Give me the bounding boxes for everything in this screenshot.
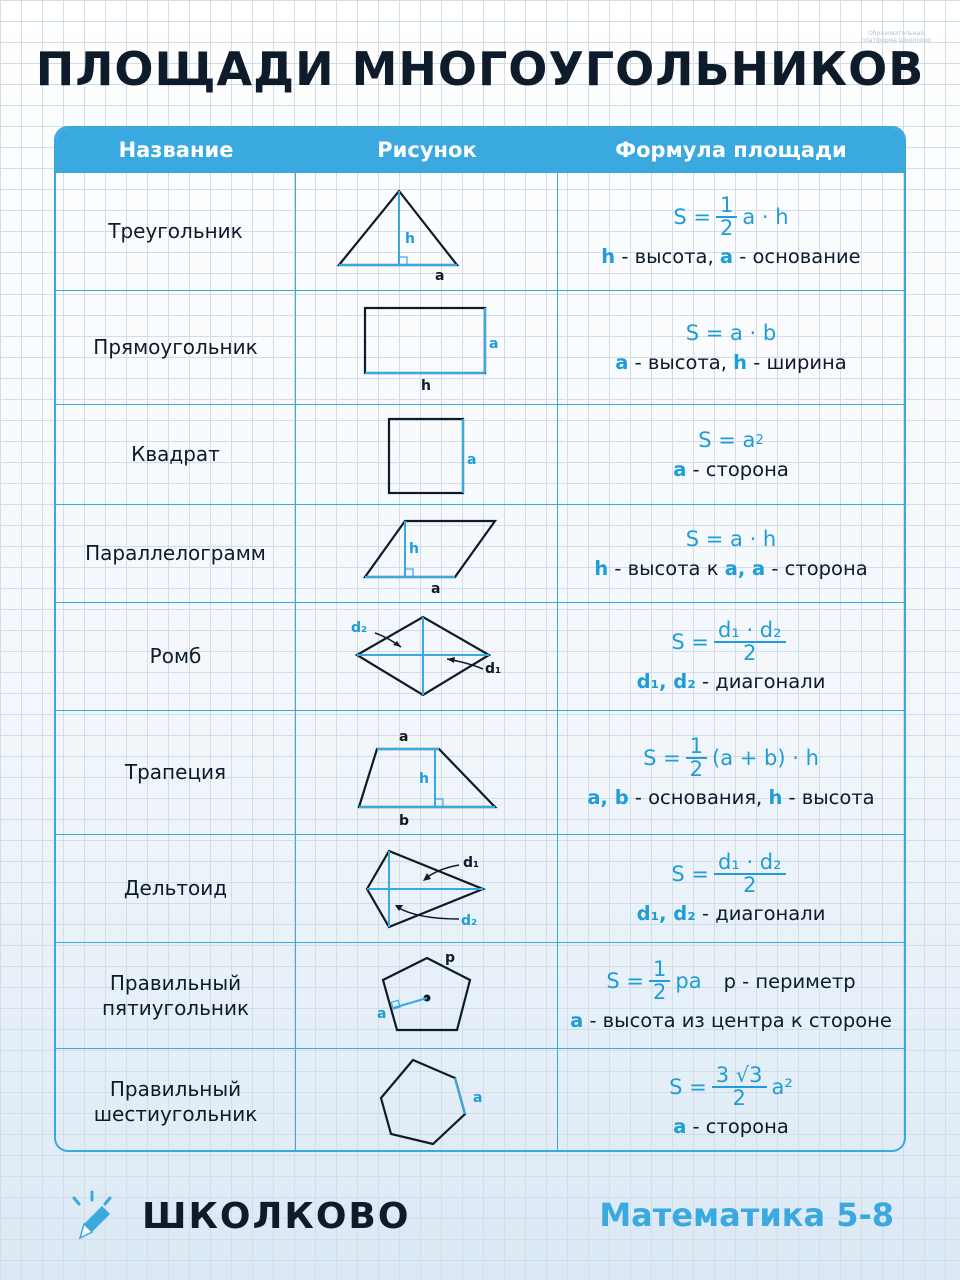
label-a: a (430, 580, 440, 597)
desc-variable: a (719, 245, 734, 268)
desc-text: - высота к (608, 557, 725, 580)
desc-pentagon (570, 1009, 892, 1032)
watermark: Образовательная платформа Школково (861, 30, 931, 44)
label-a: a (376, 1005, 386, 1022)
desc-variable: h (594, 557, 609, 580)
desc-deltoid (637, 902, 826, 925)
trapezoid-figure (327, 715, 527, 831)
desc-text: - сторона (686, 1115, 789, 1138)
label-h: h (404, 230, 415, 247)
formula-cell-pentagon (558, 943, 904, 1048)
desc-variable: d₁, d₂ (636, 670, 696, 693)
desc-text: - основания, (628, 786, 769, 809)
brand-logo (66, 1190, 410, 1242)
desc-rhombus (637, 670, 826, 693)
hexagon-figure (327, 1052, 527, 1152)
label-d2: d₂ (460, 912, 477, 929)
row-rectangle (56, 290, 904, 404)
label-a: a (472, 1089, 482, 1106)
desc-triangle (601, 245, 860, 268)
desc-variable: a, a (724, 557, 766, 580)
desc-variable: a (615, 351, 629, 374)
label-h: h (408, 540, 419, 557)
name-triangle: Треугольник (56, 173, 296, 290)
brand-name: ШКОЛКОВО (142, 1195, 411, 1237)
label-a: a (434, 267, 444, 284)
formula-rhombus: S = $\frac{\text{d₁ · d₂}}{2}$ (671, 620, 790, 664)
row-square (56, 404, 904, 504)
header-name: Название (118, 138, 234, 162)
subject-label: Математика 5-8 (599, 1196, 894, 1234)
desc-variable: a (673, 458, 687, 481)
name-hexagon: Правильный шестиугольник (56, 1049, 296, 1152)
header-formula: Формула площади (615, 138, 847, 162)
triangle-figure (327, 177, 527, 287)
figure-trapezoid (296, 711, 558, 834)
row-hexagon (56, 1048, 904, 1152)
square-figure (327, 409, 527, 501)
label-d1: d₁ (484, 660, 501, 677)
row-trapezoid (56, 710, 904, 834)
desc-text: - сторона (686, 458, 789, 481)
formula-parallelogram: S = a · h (685, 527, 777, 551)
desc-text: - диагонали (695, 670, 826, 693)
row-parallelogram (56, 504, 904, 602)
pentagon-figure (327, 946, 527, 1046)
label-h: h (418, 770, 429, 787)
rectangle-figure (327, 298, 527, 398)
formula-cell-trapezoid (558, 711, 904, 834)
figure-parallelogram (296, 505, 558, 602)
table-header (56, 128, 904, 172)
desc-text: - высота, (628, 351, 734, 374)
formula-trapezoid: S = $\frac{1}{2}$ (a + b) · h (643, 734, 819, 781)
figure-triangle (296, 173, 558, 290)
formula-cell-square (558, 405, 904, 504)
deltoid-figure (327, 839, 527, 939)
formula-rectangle: S = a · b (685, 321, 777, 345)
label-p: p (444, 949, 455, 966)
desc-variable: h (733, 351, 748, 374)
formula-cell-rectangle (558, 291, 904, 404)
parallelogram-figure (327, 509, 527, 599)
desc-text: - высота, (615, 245, 720, 268)
formula-cell-triangle (558, 173, 904, 290)
header-picture: Рисунок (377, 138, 477, 162)
name-rectangle: Прямоугольник (56, 291, 296, 404)
formula-cell-rhombus (558, 603, 904, 710)
name-pentagon: Правильный пятиугольник (56, 943, 296, 1048)
label-a: a (398, 728, 408, 745)
name-rhombus: Ромб (56, 603, 296, 710)
label-d1: d₁ (462, 854, 479, 871)
desc-text: - основание (733, 245, 861, 268)
desc-text: - диагонали (695, 902, 826, 925)
rhombus-figure (327, 607, 527, 707)
formula-triangle: S = $\frac{1}{2}$ a · h (673, 193, 789, 240)
figure-pentagon (296, 943, 558, 1048)
perimeter-note: p - периметр (723, 969, 856, 993)
label-d2: d₂ (350, 619, 367, 636)
desc-text: - ширина (747, 351, 847, 374)
desc-hexagon (673, 1115, 789, 1138)
desc-text: - высота (782, 786, 875, 809)
desc-rectangle (615, 351, 846, 374)
figure-rhombus (296, 603, 558, 710)
figure-rectangle (296, 291, 558, 404)
formula-cell-parallelogram (558, 505, 904, 602)
name-parallelogram: Параллелограмм (56, 505, 296, 602)
pencil-icon (66, 1190, 118, 1242)
row-triangle (56, 172, 904, 290)
formula-hexagon: S = $\frac{3 √3}{2}$ a² (669, 1063, 793, 1110)
formula-table (54, 126, 906, 1152)
row-deltoid (56, 834, 904, 942)
desc-trapezoid (587, 786, 874, 809)
formula-square: S = a 2 (698, 428, 764, 452)
desc-text: - высота из центра к стороне (583, 1009, 892, 1032)
desc-variable: a (570, 1009, 584, 1032)
page-title: ПЛОЩАДИ МНОГОУГОЛЬНИКОВ (35, 42, 925, 96)
formula-deltoid: S = $\frac{\text{d₁ · d₂}}{2}$ (671, 852, 790, 896)
row-pentagon (56, 942, 904, 1048)
figure-hexagon (296, 1049, 558, 1152)
desc-variable: h (601, 245, 616, 268)
label-a: a (488, 335, 498, 352)
name-square: Квадрат (56, 405, 296, 504)
row-rhombus (56, 602, 904, 710)
formula-cell-hexagon (558, 1049, 904, 1152)
name-deltoid: Дельтоид (56, 835, 296, 942)
desc-text: - сторона (765, 557, 868, 580)
desc-variable: a, b (587, 786, 629, 809)
label-a: a (466, 451, 476, 468)
formula-pentagon: S = $\frac{1}{2}$ pa p - периметр (606, 957, 856, 1004)
label-b: b (398, 812, 409, 829)
desc-variable: d₁, d₂ (636, 902, 696, 925)
label-h: h (420, 377, 431, 394)
desc-square (673, 458, 789, 481)
figure-square (296, 405, 558, 504)
name-trapezoid: Трапеция (56, 711, 296, 834)
figure-deltoid (296, 835, 558, 942)
desc-parallelogram (594, 557, 867, 580)
desc-variable: h (768, 786, 783, 809)
desc-variable: a (673, 1115, 687, 1138)
formula-cell-deltoid (558, 835, 904, 942)
